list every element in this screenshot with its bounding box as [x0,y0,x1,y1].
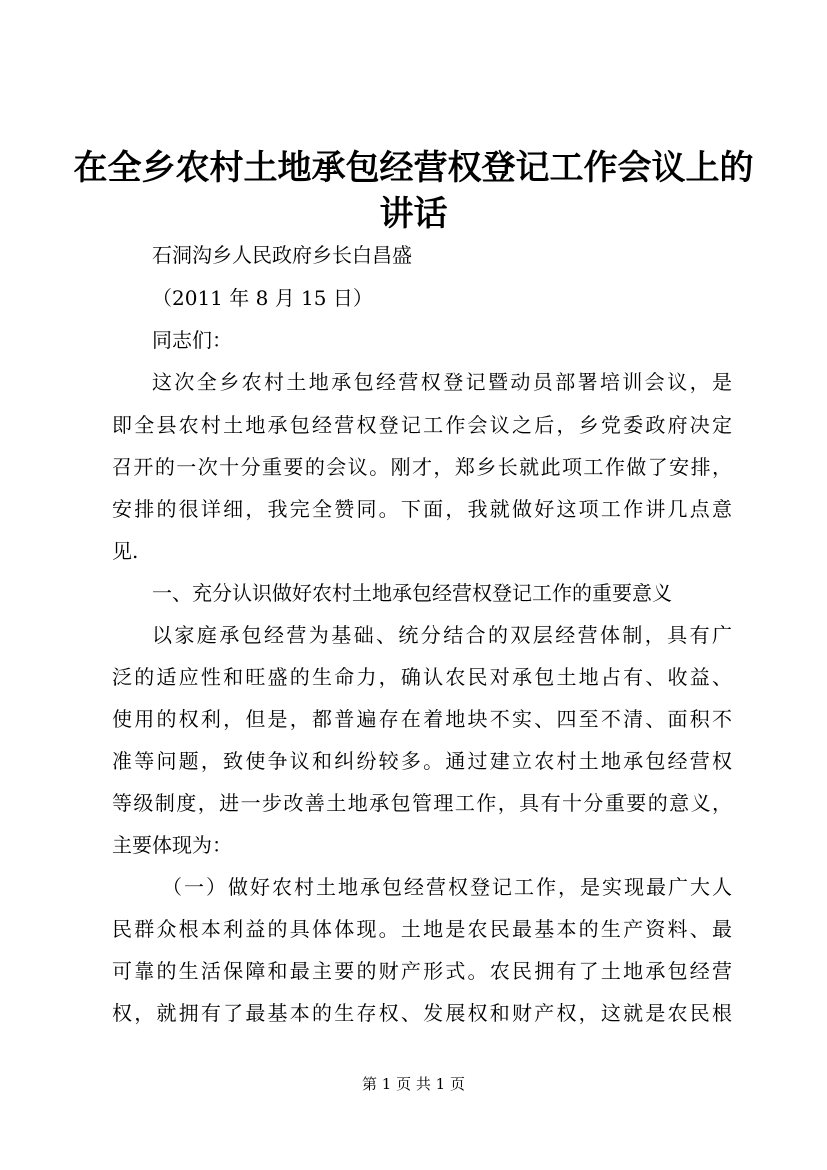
paragraph-line: （一）做好农村土地承包经营权登记工作，是实现最广大人 [162,875,732,899]
document-title-line-1: 在全乡农村土地承包经营权登记工作会议上的 [73,148,754,188]
paragraph-line: 准等问题，致使争议和纠纷较多。通过建立农村土地承包经营权 [112,749,732,773]
paragraph-line: 民群众根本利益的具体体现。土地是农民最基本的生产资料、最 [112,917,732,941]
paragraph-line: 使用的权利，但是，都普遍存在着地块不实、四至不清、面积不 [112,707,732,731]
paragraph-line: 等级制度，进一步改善土地承包管理工作，具有十分重要的意义， [112,791,732,815]
paragraph-line: 以家庭承包经营为基础、统分结合的双层经营体制，具有广 [152,623,732,647]
paragraph-line: 见. [112,539,139,563]
paragraph-line: 安排的很详细，我完全赞同。下面，我就做好这项工作讲几点意 [112,497,732,521]
section-heading: 一、充分认识做好农村土地承包经营权登记工作的重要意义 [152,581,672,605]
paragraph-line: 这次全乡农村土地承包经营权登记暨动员部署培训会议，是 [152,370,732,394]
paragraph-line: 召开的一次十分重要的会议。刚才，郑乡长就此项工作做了安排， [112,455,732,479]
date-line: （2011 年 8 月 15 日） [152,286,373,310]
document-title-line-2: 讲话 [379,194,448,234]
author-line: 石洞沟乡人民政府乡长白昌盛 [152,243,412,267]
paragraph-line: 权，就拥有了最基本的生存权、发展权和财产权，这就是农民根 [112,1001,732,1025]
paragraph-line: 主要体现为： [112,833,232,857]
paragraph-line: 泛的适应性和旺盛的生命力，确认农民对承包土地占有、收益、 [112,665,732,689]
paragraph-line: 即全县农村土地承包经营权登记工作会议之后，乡党委政府决定 [112,413,732,437]
page-number-footer: 第 1 页 共 1 页 [362,1075,465,1093]
paragraph-line: 可靠的生活保障和最主要的财产形式。农民拥有了土地承包经营 [112,959,732,983]
salutation: 同志们： [152,328,232,352]
